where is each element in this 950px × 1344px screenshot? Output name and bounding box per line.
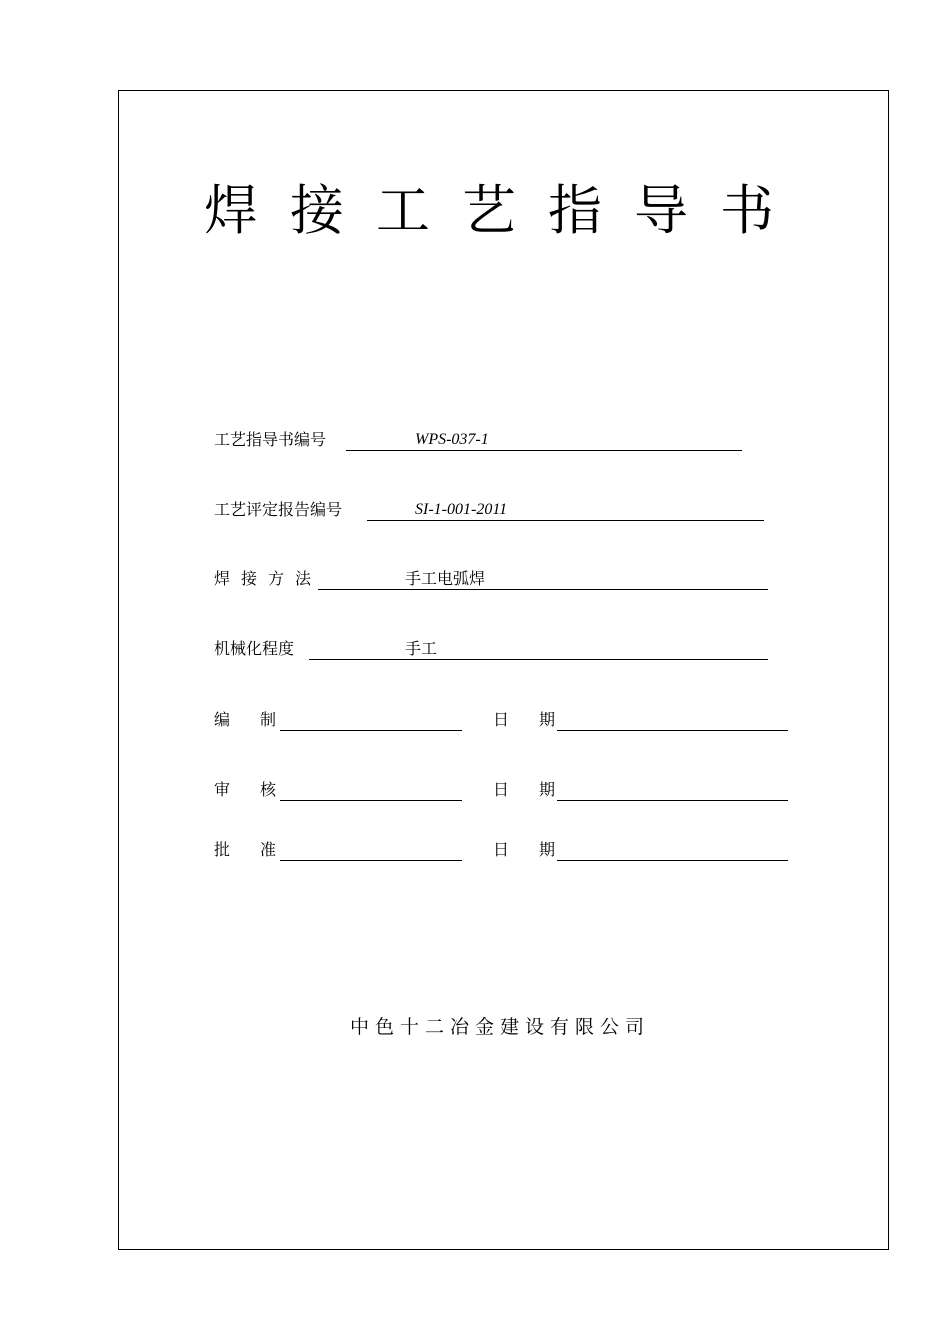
approved-date-label: 日期: [493, 840, 586, 859]
approved-label: 批准: [214, 840, 307, 859]
welding-method-value[interactable]: 手工电弧焊: [405, 569, 486, 588]
page-border: [118, 90, 889, 1250]
pqr-number-value[interactable]: SI-1-001-2011: [415, 501, 508, 518]
reviewed-date-underline[interactable]: [557, 800, 788, 801]
approved-row: [214, 838, 794, 864]
mechanization-underline: [309, 659, 768, 660]
prepared-date-label: 日期: [493, 710, 586, 729]
mechanization-value[interactable]: 手工: [405, 639, 438, 658]
prepared-underline[interactable]: [280, 730, 462, 731]
welding-method-label: 焊接方法: [214, 569, 323, 588]
wps-number-label: 工艺指导书编号: [214, 430, 327, 449]
mechanization-label: 机械化程度: [214, 639, 295, 658]
company-name: 中色十二冶金建设有限公司: [349, 1016, 650, 1038]
pqr-number-row: [214, 498, 774, 524]
reviewed-date-label: 日期: [493, 780, 586, 799]
wps-number-value[interactable]: WPS-037-1: [415, 431, 489, 448]
welding-method-underline: [318, 589, 768, 590]
reviewed-label: 审核: [214, 780, 307, 799]
reviewed-row: [214, 778, 794, 804]
reviewed-underline[interactable]: [280, 800, 462, 801]
prepared-row: [214, 708, 794, 734]
approved-underline[interactable]: [280, 860, 462, 861]
prepared-date-underline[interactable]: [557, 730, 788, 731]
wps-number-underline: [346, 450, 742, 451]
prepared-label: 编制: [214, 710, 307, 729]
document-title: 焊接工艺指导书: [204, 179, 806, 242]
welding-method-row: [214, 567, 774, 593]
mechanization-row: [214, 637, 774, 663]
approved-date-underline[interactable]: [557, 860, 788, 861]
wps-number-row: [214, 428, 754, 454]
pqr-number-label: 工艺评定报告编号: [214, 500, 343, 519]
